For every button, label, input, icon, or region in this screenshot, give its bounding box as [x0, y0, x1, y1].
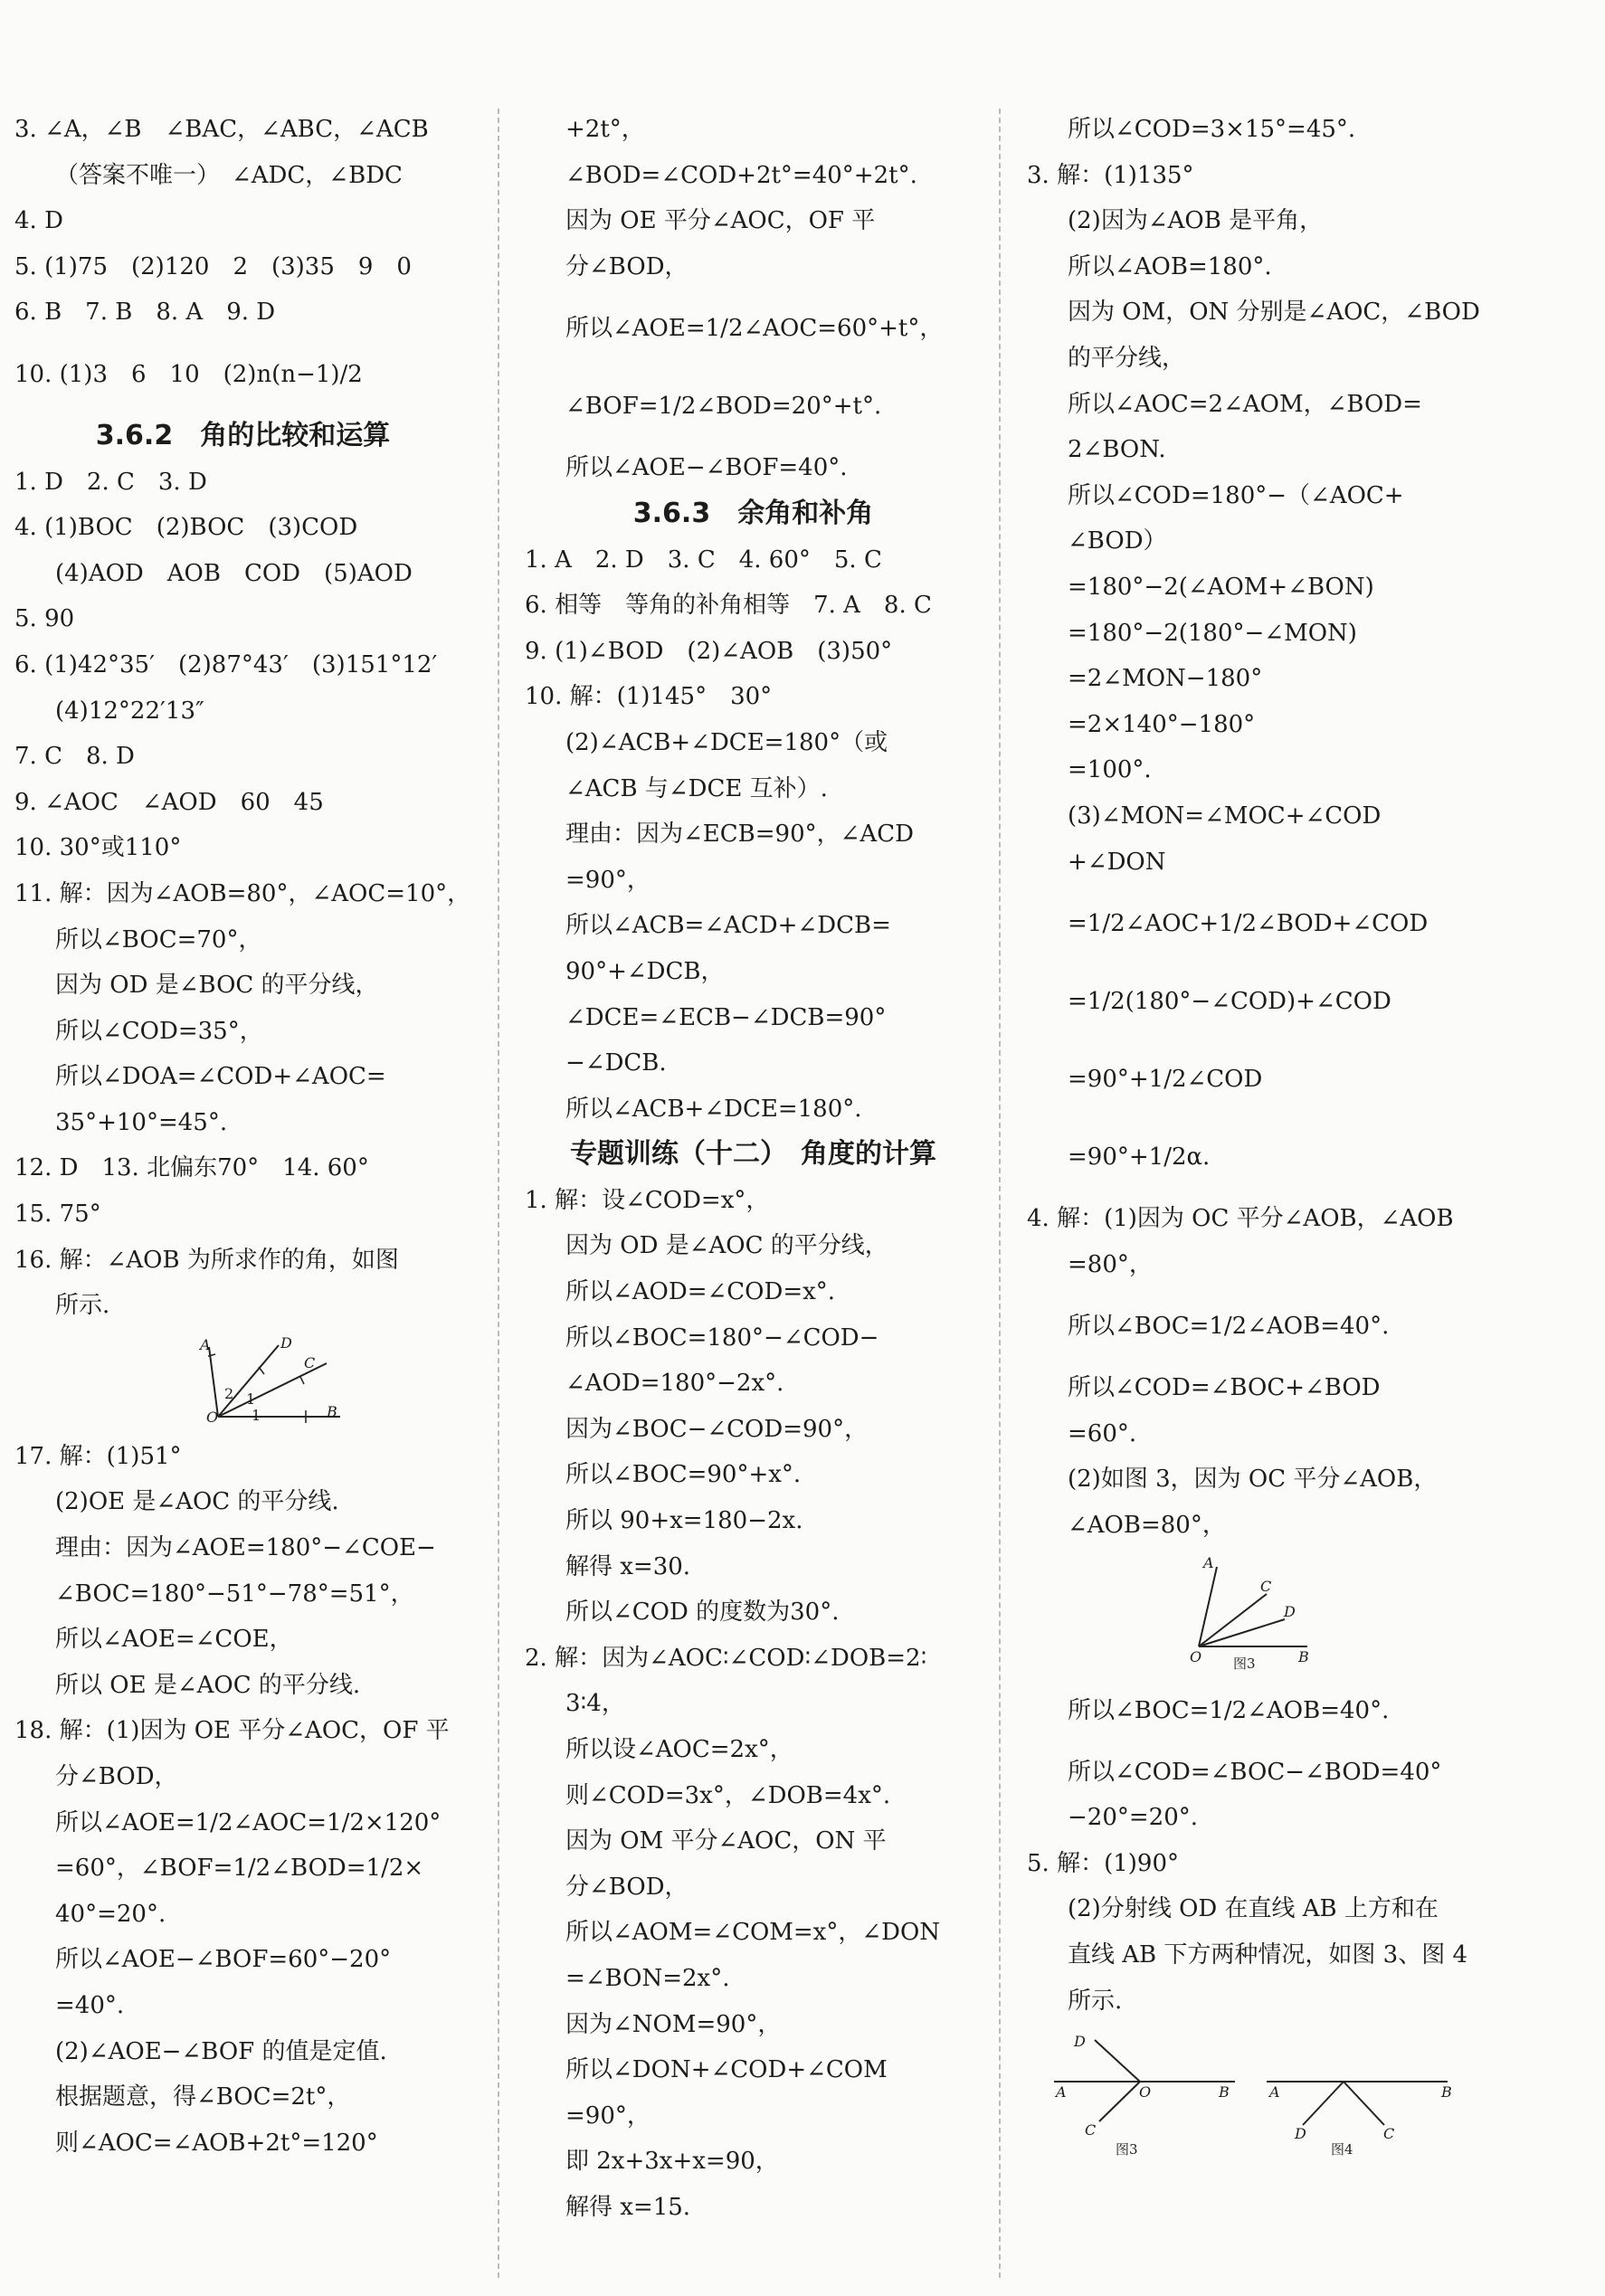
- section-heading: 专题训练（十二） 角度的计算: [570, 1138, 936, 1171]
- answer-line: 10. 30°或110°: [14, 834, 182, 862]
- answer-line: 15. 75°: [14, 1200, 101, 1229]
- answer-line: 根据题意，得∠BOC=2t°，: [55, 2083, 351, 2111]
- answer-line: 所以∠AOE−∠BOF=60°−20°: [55, 1946, 392, 1974]
- answer-line: =180°−2(180°−∠MON): [1068, 619, 1357, 647]
- answer-line: =60°，∠BOF=1/2∠BOD=1/2×: [55, 1855, 424, 1883]
- answer-line: 所示.: [1068, 1987, 1123, 2015]
- answer-line: 所以∠BOC=1/2∠AOB=40°.: [1068, 1696, 1390, 1724]
- fig16-label-angle1b: 1: [252, 1406, 261, 1424]
- fig5b-label-d: D: [1295, 2125, 1306, 2143]
- fig5b-caption: 图4: [1331, 2141, 1353, 2158]
- answer-line: −∠DCB.: [565, 1049, 667, 1077]
- answer-line: 9. (1)∠BOD (2)∠AOB (3)50°: [525, 637, 893, 665]
- answer-line: (2)因为∠AOB 是平角，: [1068, 207, 1324, 235]
- answer-line: (2)OE 是∠AOC 的平分线.: [55, 1488, 339, 1516]
- answer-line: ∠AOD=180°−2x°.: [565, 1370, 784, 1398]
- answer-line: ∠ACB 与∠DCE 互补）.: [565, 774, 828, 802]
- answer-line: ∠AOB=80°，: [1068, 1512, 1226, 1540]
- answer-line: 所以∠BOC=70°，: [55, 925, 262, 954]
- answer-line: 即 2x+3x+x=90，: [565, 2148, 779, 2176]
- fig5a-label-o: O: [1139, 2083, 1152, 2102]
- answer-line: 3. ∠A，∠B ∠BAC，∠ABC，∠ACB: [14, 116, 429, 143]
- section-heading: 3.6.3 余角和补角: [632, 497, 874, 529]
- answer-line: =2∠MON−180°: [1068, 665, 1263, 693]
- fig5a-label-d: D: [1074, 2033, 1086, 2051]
- answer-line: 16. 解：∠AOB 为所求作的角，如图: [14, 1246, 399, 1274]
- answer-line: ∠BOD）: [1068, 527, 1167, 555]
- answer-line: (2)分射线 OD 在直线 AB 上方和在: [1068, 1895, 1439, 1923]
- fig16-label-a: A: [200, 1335, 211, 1353]
- answer-line: (2)∠AOE−∠BOF 的值是定值.: [55, 2037, 387, 2065]
- answer-line: （答案不唯一） ∠ADC，∠BDC: [55, 161, 403, 189]
- answer-line: 所以∠COD=∠BOC−∠BOD=40°: [1068, 1758, 1442, 1786]
- answer-line: 2∠BON.: [1068, 436, 1166, 464]
- answer-line: ∠BOF=1/2∠BOD=20°+t°.: [565, 393, 882, 421]
- fig5a-label-a: A: [1056, 2083, 1067, 2102]
- answer-line: =180°−2(∠AOM+∠BON): [1068, 573, 1374, 601]
- answer-line: 3∶4，: [565, 1690, 625, 1718]
- answer-line: 理由：因为∠ECB=90°，∠ACD: [565, 821, 914, 849]
- answer-line: 10. (1)3 6 10 (2)n(n−1)/2: [14, 360, 363, 388]
- fig3-label-c: C: [1260, 1577, 1272, 1595]
- answer-column-2: [525, 107, 982, 2231]
- answer-line: (2)如图 3，因为 OC 平分∠AOB，: [1068, 1466, 1438, 1494]
- fig3-label-o: O: [1190, 1647, 1202, 1665]
- answer-line: ∠BOD=∠COD+2t°=40°+2t°.: [565, 161, 917, 189]
- fig5b-label-b: B: [1441, 2083, 1452, 2102]
- answer-line: (2)∠ACB+∠DCE=180°（或: [565, 728, 888, 756]
- fig3-label-b: B: [1298, 1647, 1309, 1665]
- answer-line: 所以∠COD=3×15°=45°.: [1068, 116, 1356, 143]
- figure-3-angle-aob: [1027, 1549, 1484, 1672]
- answer-line: 所以∠ACB=∠ACD+∠DCB=: [565, 912, 891, 940]
- column-divider-left: [498, 109, 499, 2278]
- answer-line: =90°，: [565, 2102, 651, 2130]
- answer-line: 4. 解：(1)因为 OC 平分∠AOB，∠AOB: [1027, 1205, 1454, 1233]
- fig3-label-a: A: [1203, 1553, 1214, 1571]
- answer-line: −20°=20°.: [1068, 1804, 1199, 1832]
- answer-line: 所以∠AOE=1/2∠AOC=1/2×120°: [55, 1808, 442, 1836]
- answer-line: 5. (1)75 (2)120 2 (3)35 9 0: [14, 252, 412, 280]
- answer-line: =90°，: [565, 866, 651, 894]
- answer-line: =2×140°−180°: [1068, 710, 1256, 738]
- answer-line: =1/2(180°−∠COD)+∠COD: [1068, 988, 1391, 1016]
- answer-line: 40°=20°.: [55, 1900, 166, 1928]
- answer-line: 的平分线，: [1068, 344, 1186, 372]
- answer-line: =60°.: [1068, 1419, 1137, 1447]
- answer-line: 所以∠COD=∠BOC+∠BOD: [1068, 1374, 1381, 1402]
- answer-line: 所以 90+x=180−2x.: [565, 1507, 803, 1535]
- answer-line: 所示.: [55, 1292, 110, 1320]
- answer-line: 所以∠BOC=90°+x°.: [565, 1461, 802, 1489]
- answer-line: 10. 解：(1)145° 30°: [525, 683, 773, 711]
- answer-line: 18. 解：(1)因为 OE 平分∠AOC，OF 平: [14, 1717, 450, 1745]
- fig16-label-angle1a: 1: [246, 1390, 256, 1408]
- answer-line: 7. C 8. D: [14, 743, 135, 771]
- answer-line: (4)12°22′13″: [55, 697, 204, 725]
- answer-line: 因为 OM 平分∠AOC，ON 平: [565, 1827, 887, 1855]
- answer-line: 6. 相等 等角的补角相等 7. A 8. C: [525, 592, 932, 620]
- answer-line: 解得 x=30.: [565, 1552, 691, 1580]
- answer-line: =40°.: [55, 1991, 125, 2019]
- answer-line: =1/2∠AOC+1/2∠BOD+∠COD: [1068, 910, 1429, 938]
- answer-line: 分∠BOD，: [55, 1763, 178, 1790]
- fig16-label-angle2: 2: [224, 1384, 234, 1402]
- answer-line: 所以∠BOC=1/2∠AOB=40°.: [1068, 1313, 1390, 1341]
- answer-line: 因为 OD 是∠AOC 的平分线，: [565, 1232, 888, 1260]
- answer-line: 3. 解：(1)135°: [1027, 161, 1194, 189]
- answer-line: 所以∠AOE−∠BOF=40°.: [565, 454, 848, 482]
- answer-line: 所以∠COD=180°−（∠AOC+: [1068, 481, 1404, 509]
- answer-line: 所以∠BOC=180°−∠COD−: [565, 1324, 879, 1352]
- answer-line: 4. D: [14, 207, 63, 235]
- answer-line: 因为∠BOC−∠COD=90°，: [565, 1415, 869, 1443]
- answer-line: 11. 解：因为∠AOB=80°，∠AOC=10°，: [14, 879, 471, 907]
- answer-line: =80°，: [1068, 1250, 1153, 1278]
- answer-line: 因为 OE 平分∠AOC，OF 平: [565, 207, 876, 235]
- answer-line: 所以∠AOM=∠COM=x°，∠DON: [565, 1919, 941, 1947]
- answer-line: 分∠BOD，: [565, 1873, 689, 1901]
- answer-line: 理由：因为∠AOE=180°−∠COE−: [55, 1534, 436, 1562]
- answer-line: 所以∠DON+∠COD+∠COM: [565, 2056, 888, 2084]
- answer-line: 5. 90: [14, 605, 75, 633]
- answer-line: 所以∠AOD=∠COD=x°.: [565, 1278, 836, 1306]
- fig3-caption: 图3: [1233, 1655, 1256, 1672]
- fig3-label-d: D: [1284, 1602, 1296, 1620]
- answer-line: 因为∠NOM=90°，: [565, 2010, 782, 2038]
- answer-line: 所以 OE 是∠AOC 的平分线.: [55, 1671, 361, 1699]
- answer-line: =100°.: [1068, 756, 1152, 784]
- answer-line: 6. (1)42°35′ (2)87°43′ (3)151°12′: [14, 650, 438, 678]
- answer-line: 所以设∠AOC=2x°，: [565, 1736, 793, 1763]
- answer-line: +∠DON: [1068, 848, 1166, 876]
- fig5a-caption: 图3: [1116, 2141, 1138, 2158]
- fig16-label-d: D: [280, 1333, 292, 1352]
- answer-line: =∠BON=2x°.: [565, 1964, 730, 1992]
- answer-line: 35°+10°=45°.: [55, 1108, 228, 1136]
- answer-line: 所以∠DOA=∠COD+∠AOC=: [55, 1063, 386, 1091]
- answer-line: 所以∠COD 的度数为30°.: [565, 1599, 840, 1627]
- fig5b-label-c: C: [1383, 2125, 1395, 2143]
- answer-line: 所以∠ACB+∠DCE=180°.: [565, 1095, 862, 1123]
- answer-line: 5. 解：(1)90°: [1027, 1849, 1179, 1877]
- answer-line: 4. (1)BOC (2)BOC (3)COD: [14, 514, 358, 542]
- fig16-label-o: O: [206, 1408, 219, 1426]
- fig5a-label-b: B: [1219, 2083, 1230, 2102]
- answer-line: 所以∠AOE=1/2∠AOC=60°+t°，: [565, 315, 944, 343]
- answer-line: =90°+1/2∠COD: [1068, 1066, 1263, 1094]
- answer-line: (3)∠MON=∠MOC+∠COD: [1068, 802, 1382, 830]
- answer-line: 所以∠COD=35°，: [55, 1017, 263, 1045]
- answer-line: (4)AOD AOB COD (5)AOD: [55, 559, 413, 587]
- column-divider-right: [999, 109, 1001, 2278]
- answer-line: 所以∠AOB=180°.: [1068, 252, 1272, 280]
- answer-line: 直线 AB 下方两种情况，如图 3、图 4: [1068, 1941, 1468, 1969]
- figures-5-two-cases: [1027, 2024, 1484, 2159]
- answer-line: 所以∠AOC=2∠AOM，∠BOD=: [1068, 390, 1422, 418]
- fig16-label-b: B: [327, 1402, 337, 1420]
- answer-line: 1. D 2. C 3. D: [14, 468, 207, 496]
- answer-line: 分∠BOD，: [565, 252, 689, 280]
- answer-line: 9. ∠AOC ∠AOD 60 45: [14, 788, 324, 816]
- fig16-label-c: C: [304, 1353, 316, 1371]
- fig5b-label-a: A: [1269, 2083, 1280, 2102]
- answer-line: 因为 OM，ON 分别是∠AOC，∠BOD: [1068, 299, 1480, 327]
- section-heading: 3.6.2 角的比较和运算: [95, 419, 391, 451]
- answer-line: 解得 x=15.: [565, 2193, 691, 2221]
- answer-line: 1. A 2. D 3. C 4. 60° 5. C: [525, 546, 882, 574]
- answer-line: +2t°，: [565, 116, 645, 143]
- answer-line: =90°+1/2α.: [1068, 1143, 1211, 1172]
- answer-line: 则∠COD=3x°，∠DOB=4x°.: [565, 1781, 891, 1809]
- answer-line: ∠BOC=180°−51°−78°=51°，: [55, 1580, 414, 1608]
- answer-column-1: [14, 107, 471, 2166]
- answer-line: 90°+∠DCB，: [565, 957, 725, 985]
- answer-line: 2. 解：因为∠AOC∶∠COD∶∠DOB=2∶: [525, 1644, 927, 1672]
- answer-line: 所以∠AOE=∠COE，: [55, 1626, 293, 1654]
- answer-column-3: [1027, 107, 1484, 2159]
- answer-line: 6. B 7. B 8. A 9. D: [14, 299, 276, 327]
- answer-line: 12. D 13. 北偏东70° 14. 60°: [14, 1154, 369, 1182]
- figure-16-angle-construction: [14, 1329, 471, 1434]
- fig5a-label-c: C: [1085, 2121, 1097, 2139]
- answer-line: ∠DCE=∠ECB−∠DCB=90°: [565, 1003, 887, 1031]
- answer-line: 1. 解：设∠COD=x°，: [525, 1186, 770, 1214]
- answer-line: 则∠AOC=∠AOB+2t°=120°: [55, 2129, 378, 2157]
- answer-line: 因为 OD 是∠BOC 的平分线，: [55, 972, 379, 1000]
- answer-line: 17. 解：(1)51°: [14, 1442, 182, 1470]
